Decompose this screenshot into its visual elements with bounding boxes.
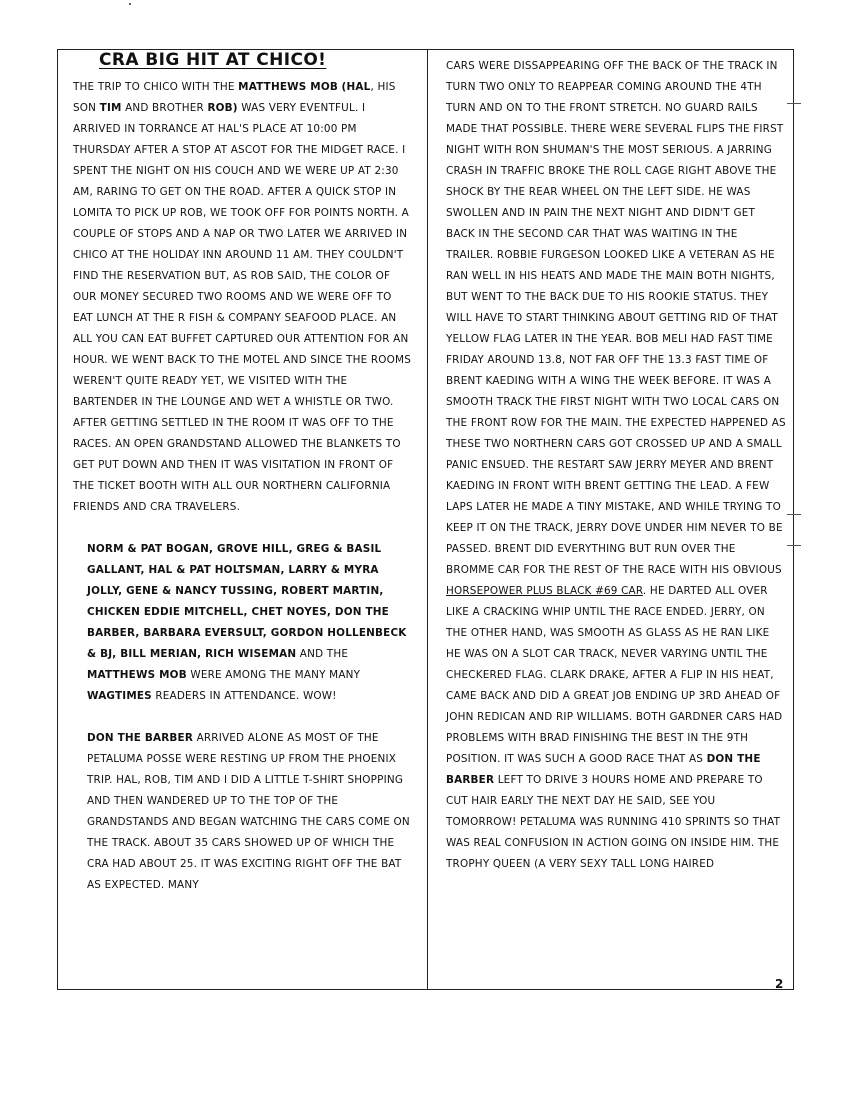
article-title: CRA BIG HIT AT CHICO! <box>99 50 327 70</box>
paragraph-trip: THE TRIP TO CHICO WITH THE MATTHEWS MOB (HAL, HIS SON TIM AND BROTHER ROB) WAS VERY EVENTFUL. I ARRIVED IN TORRANCE AT HAL'S PLACE AT 10:00 PM THURSDAY AFTER A STOP AT ASCOT FOR THE MIDGET RACE. I SPENT THE NIGHT ON HIS COUCH AND WE WERE UP AT 2:30 AM, RARING TO GET ON THE ROAD. AFTER A QUICK STOP IN LOMITA TO PICK UP ROB, WE TOOK OFF FOR POINTS NORTH. A COUPLE OF STOPS AND A NAP OR TWO LATER WE ARRIVED IN CHICO AT THE HOLIDAY INN AROUND 11 AM. THEY COULDN'T FIND THE RESERVATION BUT, AS ROB SAID, THE COLOR OF OUR MONEY SECURED TWO ROOMS AND WE WERE OFF TO EAT LUNCH AT THE R FISH & COMPANY SEAFOOD PLACE. AN ALL YOU CAN EAT BUFFET CAPTURED OUR ATTENTION FOR AN HOUR. WE WENT BACK TO THE MOTEL AND SINCE THE ROOMS WEREN'T QUITE READY YET, WE VISITED WITH THE BARTENDER IN THE LOUNGE AND WET A WHISTLE OR TWO. AFTER GETTING SETTLED IN THE ROOM IT WAS OFF TO THE RACES. AN OPEN GRANDSTAND ALLOWED THE BLANKETS TO GET PUT DOWN AND THEN IT WAS VISITATION IN FRONT OF THE TICKET BOOTH WITH ALL OUR NORTHERN CALIFORNIA FRIENDS AND CRA TRAVELERS. <box>73 81 411 513</box>
binding-mark <box>787 545 801 546</box>
column-divider <box>427 49 428 990</box>
page-number: 2 <box>775 977 784 991</box>
paragraph-don-the-barber: DON THE BARBER ARRIVED ALONE AS MOST OF THE PETALUMA POSSE WERE RESTING UP FROM THE PHOENIX TRIP. HAL, ROB, TIM AND I DID A LITTLE T-SHIRT SHOPPING AND THEN WANDERED UP TO THE TOP OF THE GRANDSTANDS AND BEGAN WATCHING THE CARS COME ON THE TRACK. ABOUT 35 CARS SHOWED UP OF WHICH THE CRA HAD ABOUT 25. IT WAS EXCITING RIGHT OFF THE BAT AS EXPECTED. MANY <box>87 732 410 891</box>
scan-speck <box>129 3 131 5</box>
binding-mark <box>787 514 801 515</box>
right-column <box>446 56 786 875</box>
paragraph-race-report: CARS WERE DISSAPPEARING OFF THE BACK OF THE TRACK IN TURN TWO ONLY TO REAPPEAR COMING AROUND THE 4TH TURN AND ON TO THE FRONT STRETCH. NO GUARD RAILS MADE THAT POSSIBLE. THERE WERE SEVERAL FLIPS THE FIRST NIGHT WITH RON SHUMAN'S THE MOST SERIOUS. A JARRING CRASH IN TRAFFIC BROKE THE ROLL CAGE RIGHT ABOVE THE SHOCK BY THE REAR WHEEL ON THE LEFT SIDE. HE WAS SWOLLEN AND IN PAIN THE NEXT NIGHT AND DIDN'T GET BACK IN THE SECOND CAR THAT WAS WAITING IN THE TRAILER. ROBBIE FURGESON LOOKED LIKE A VETERAN AS HE RAN WELL IN HIS HEATS AND MADE THE MAIN BOTH NIGHTS, BUT WENT TO THE BACK DUE TO HIS ROOKIE STATUS. THEY WILL HAVE TO START THINKING ABOUT GETTING RID OF THAT YELLOW FLAG LATER IN THE YEAR. BOB MELI HAD FAST TIME FRIDAY AROUND 13.8, NOT FAR OFF THE 13.3 FAST TIME OF BRENT KAEDING WITH A WING THE WEEK BEFORE. IT WAS A SMOOTH TRACK THE FIRST NIGHT WITH TWO LOCAL CARS ON THE FRONT ROW FOR THE MAIN. THE EXPECTED HAPPENED AS THESE TWO NORTHERN CARS GOT CROSSED UP AND A SMALL PANIC ENSUED. THE RESTART SAW JERRY MEYER AND BRENT KAEDING IN FRONT WITH BRENT GETTING THE LEAD. A FEW LAPS LATER HE MADE A TINY MISTAKE, AND WHILE TRYING TO KEEP IT ON THE TRACK, JERRY DOVE UNDER HIM NEVER TO BE PASSED. BRENT DID EVERYTHING BUT RUN OVER THE BROMME CAR FOR THE REST OF THE RACE WITH HIS OBVIOUS HORSEPOWER PLUS BLACK #69 CAR. HE DARTED ALL OVER LIKE A CRACKING WHIP UNTIL THE RACE ENDED. JERRY, ON THE OTHER HAND, WAS SMOOTH AS GLASS AS HE RAN LIKE HE WAS ON A SLOT CAR TRACK, NEVER VARYING UNTIL THE CHECKERED FLAG. CLARK DRAKE, AFTER A FLIP IN HIS HEAT, CAME BACK AND DID A GREAT JOB ENDING UP 3RD AHEAD OF JOHN REDICAN AND RIP WILLIAMS. BOTH GARDNER CARS HAD PROBLEMS WITH BRAD FINISHING THE BEST IN THE 9TH POSITION. IT WAS SUCH A GOOD RACE THAT AS DON THE BARBER LEFT TO DRIVE 3 HOURS HOME AND PREPARE TO CUT HAIR EARLY THE NEXT DAY HE SAID, SEE YOU TOMORROW! PETALUMA WAS RUNNING 410 SPRINTS SO THAT WAS REAL CONFUSION IN ACTION GOING ON INSIDE HIM. THE TROPHY QUEEN (A VERY SEXY TALL LONG HAIRED <box>446 60 786 870</box>
binding-mark <box>787 103 801 104</box>
left-column <box>73 56 413 896</box>
paragraph-attendees: NORM & PAT BOGAN, GROVE HILL, GREG & BASIL GALLANT, HAL & PAT HOLTSMAN, LARRY & MYRA JOLLY, GENE & NANCY TUSSING, ROBERT MARTIN, CHICKEN EDDIE MITCHELL, CHET NOYES, DON THE BARBER, BARBARA EVERSULT, GORDON HOLLENBECK & BJ, BILL MERIAN, RICH WISEMAN AND THE MATTHEWS MOB WERE AMONG THE MANY MANY WAGTIMES READERS IN ATTENDANCE. WOW! <box>87 543 407 702</box>
